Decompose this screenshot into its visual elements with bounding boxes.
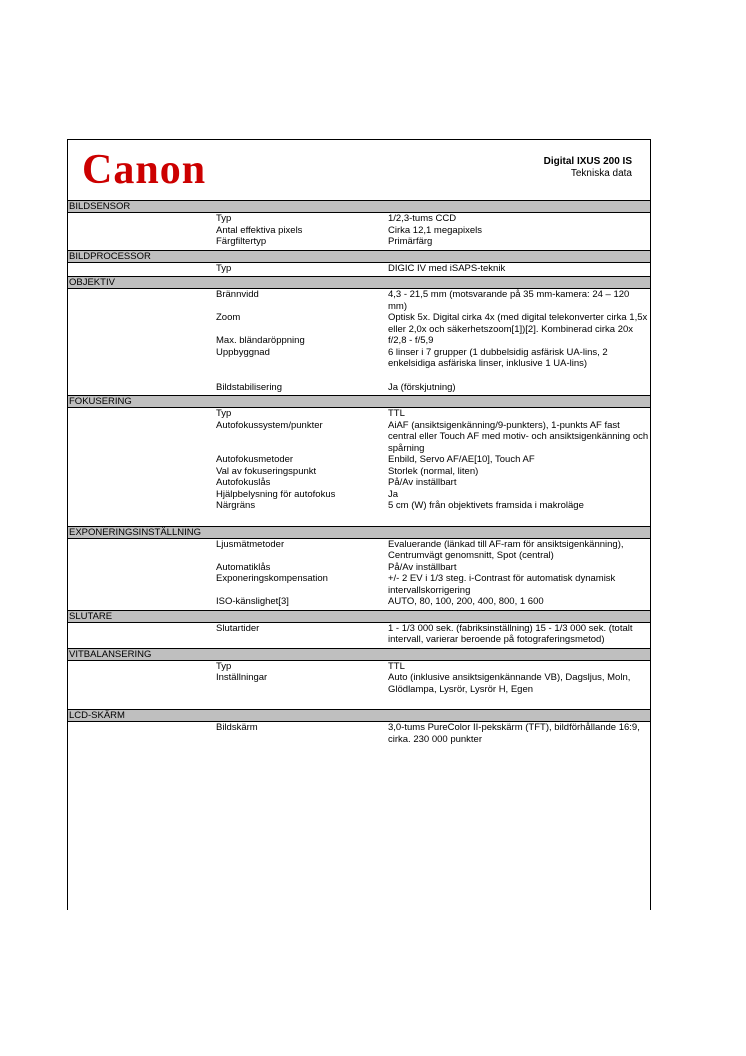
spec-value: 5 cm (W) från objektivets framsida i makroläge: [388, 500, 584, 511]
spec-value: f/2,8 - f/5,9: [388, 335, 434, 346]
canon-logo: Canon: [82, 147, 207, 193]
spec-row: [68, 263, 650, 275]
spec-row: [68, 408, 650, 420]
spec-section: [68, 648, 650, 710]
spec-label: Brännvidd: [216, 289, 259, 300]
spec-value: Enbild, Servo AF/AE[10], Touch AF: [388, 454, 535, 465]
spec-row: [68, 382, 650, 394]
section-title: SLUTARE: [68, 610, 650, 623]
document-header: [68, 140, 650, 200]
spec-row: [68, 236, 650, 248]
spec-label: Typ: [216, 660, 232, 672]
spec-value: Ja: [388, 488, 399, 500]
section-rows: [68, 539, 650, 610]
spec-label: Typ: [216, 408, 232, 419]
spec-row: [68, 225, 650, 237]
spec-section: [68, 610, 650, 648]
spec-label: Bildskärm: [216, 722, 258, 733]
spec-row: [68, 562, 650, 574]
spec-row: [68, 500, 650, 512]
spec-row: [68, 477, 650, 489]
spec-row: [68, 672, 650, 695]
spec-label: Uppbyggnad: [216, 346, 270, 358]
section-rows: [68, 263, 650, 277]
spec-value: 4,3 - 21,5 mm (motsvarande på 35 mm-kamera: 24 – 120 mm): [388, 289, 630, 312]
spec-value: TTL: [388, 660, 405, 672]
spec-label: Automatiklås: [216, 561, 271, 573]
spec-label: Exponeringskompensation: [216, 573, 328, 584]
spec-label: Autofokuslås: [216, 477, 271, 488]
spec-sections: [68, 200, 650, 747]
row-spacer: [68, 512, 650, 524]
spec-section: [68, 395, 650, 526]
row-spacer: [68, 370, 650, 382]
header-info: [544, 156, 632, 180]
section-title: VITBALANSERING: [68, 648, 650, 661]
spec-row: [68, 289, 650, 312]
spec-row: [68, 596, 650, 608]
spec-value: TTL: [388, 408, 405, 419]
spec-label: Val av fokuseringspunkt: [216, 465, 317, 477]
spec-value: Optisk 5x. Digital cirka 4x (med digital telekonverter cirka 1,5x eller 2,0x och säkerhetszoom[1])[2]. Kombinerad cirka 20x: [388, 312, 648, 335]
spec-value: Storlek (normal, liten): [388, 465, 479, 477]
section-title: BILDPROCESSOR: [68, 250, 650, 263]
spec-value: Cirka 12,1 megapixels: [388, 224, 482, 236]
spec-label: Hjälpbelysning för autofokus: [216, 488, 336, 500]
spec-value: Evaluerande (länkad till AF-ram för ansiktsigenkänning), Centrumvägt genomsnitt, Spot (central): [388, 538, 624, 561]
spec-row: [68, 623, 650, 646]
spec-row: [68, 213, 650, 225]
spec-value: Auto (inklusive ansiktsigenkännande VB), Dagsljus, Moln, Glödlampa, Lysrör, Lysrör H, Egen: [388, 672, 631, 695]
spec-row: [68, 335, 650, 347]
row-spacer: [68, 695, 650, 707]
model-name: Digital IXUS 200 IS: [543, 156, 632, 167]
spec-row: [68, 661, 650, 673]
spec-row: [68, 489, 650, 501]
spec-label: Bildstabilisering: [216, 381, 283, 393]
spec-value: 1/2,3-tums CCD: [388, 213, 457, 224]
spec-row: [68, 312, 650, 335]
spec-label: Typ: [216, 262, 232, 274]
section-rows: [68, 661, 650, 710]
spec-label: ISO-känslighet[3]: [216, 596, 289, 607]
spec-label: Autofokusmetoder: [216, 454, 294, 465]
section-title: BILDSENSOR: [68, 200, 650, 213]
spec-value: AUTO, 80, 100, 200, 400, 800, 1 600: [388, 596, 544, 607]
spec-section: [68, 709, 650, 747]
spec-label: Färgfiltertyp: [216, 236, 267, 247]
spec-label: Zoom: [216, 312, 241, 323]
spec-value: På/Av inställbart: [388, 477, 457, 488]
spec-value: +/- 2 EV i 1/3 steg. i-Contrast för automatisk dynamisk intervallskorrigering: [388, 573, 616, 596]
document-subtitle: Tekniska data: [570, 168, 632, 179]
spec-label: Inställningar: [216, 672, 268, 683]
spec-label: Max. bländaröppning: [216, 335, 305, 346]
section-rows: [68, 623, 650, 648]
spec-row: [68, 420, 650, 455]
section-rows: [68, 408, 650, 526]
spec-value: Ja (förskjutning): [388, 381, 456, 393]
spec-section: [68, 200, 650, 250]
spec-value: AiAF (ansiktsigenkänning/9-punkters), 1-punkts AF fast central eller Touch AF med motiv- och ansiktsigenkänning och spårning: [388, 419, 649, 454]
spec-value: 6 linser i 7 grupper (1 dubbelsidig asfärisk UA-lins, 2 enkelsidiga asfäriska linser, inklusive 1 UA-lins): [388, 346, 608, 369]
spec-label: Autofokussystem/punkter: [216, 419, 323, 431]
section-rows: [68, 289, 650, 395]
section-rows: [68, 722, 650, 747]
spec-row: [68, 454, 650, 466]
section-title: OBJEKTIV: [68, 276, 650, 289]
section-rows: [68, 213, 650, 250]
spec-section: [68, 250, 650, 277]
spec-value: DIGIC IV med iSAPS-teknik: [388, 262, 506, 274]
spec-row: [68, 573, 650, 596]
spec-label: Slutartider: [216, 622, 260, 634]
spec-row: [68, 466, 650, 478]
spec-sheet: [67, 139, 651, 910]
spec-label: Ljusmätmetoder: [216, 538, 285, 550]
spec-value: På/Av inställbart: [388, 561, 457, 573]
spec-section: [68, 276, 650, 395]
spec-section: [68, 526, 650, 610]
spec-row: [68, 539, 650, 562]
section-title: EXPONERINGSINSTÄLLNING: [68, 526, 650, 539]
spec-value: 3,0-tums PureColor II-pekskärm (TFT), bildförhållande 16:9, cirka. 230 000 punkter: [388, 722, 640, 745]
section-title: LCD-SKÄRM: [68, 709, 650, 722]
spec-label: Typ: [216, 213, 232, 224]
spec-value: 1 - 1/3 000 sek. (fabriksinställning) 15 - 1/3 000 sek. (totalt intervall, varierar beroende på fotograferingsmetod): [388, 622, 633, 645]
spec-row: [68, 347, 650, 370]
section-title: FOKUSERING: [68, 395, 650, 408]
spec-label: Antal effektiva pixels: [216, 224, 303, 236]
spec-value: Primärfärg: [388, 236, 433, 247]
spec-row: [68, 722, 650, 745]
spec-label: Närgräns: [216, 500, 256, 511]
